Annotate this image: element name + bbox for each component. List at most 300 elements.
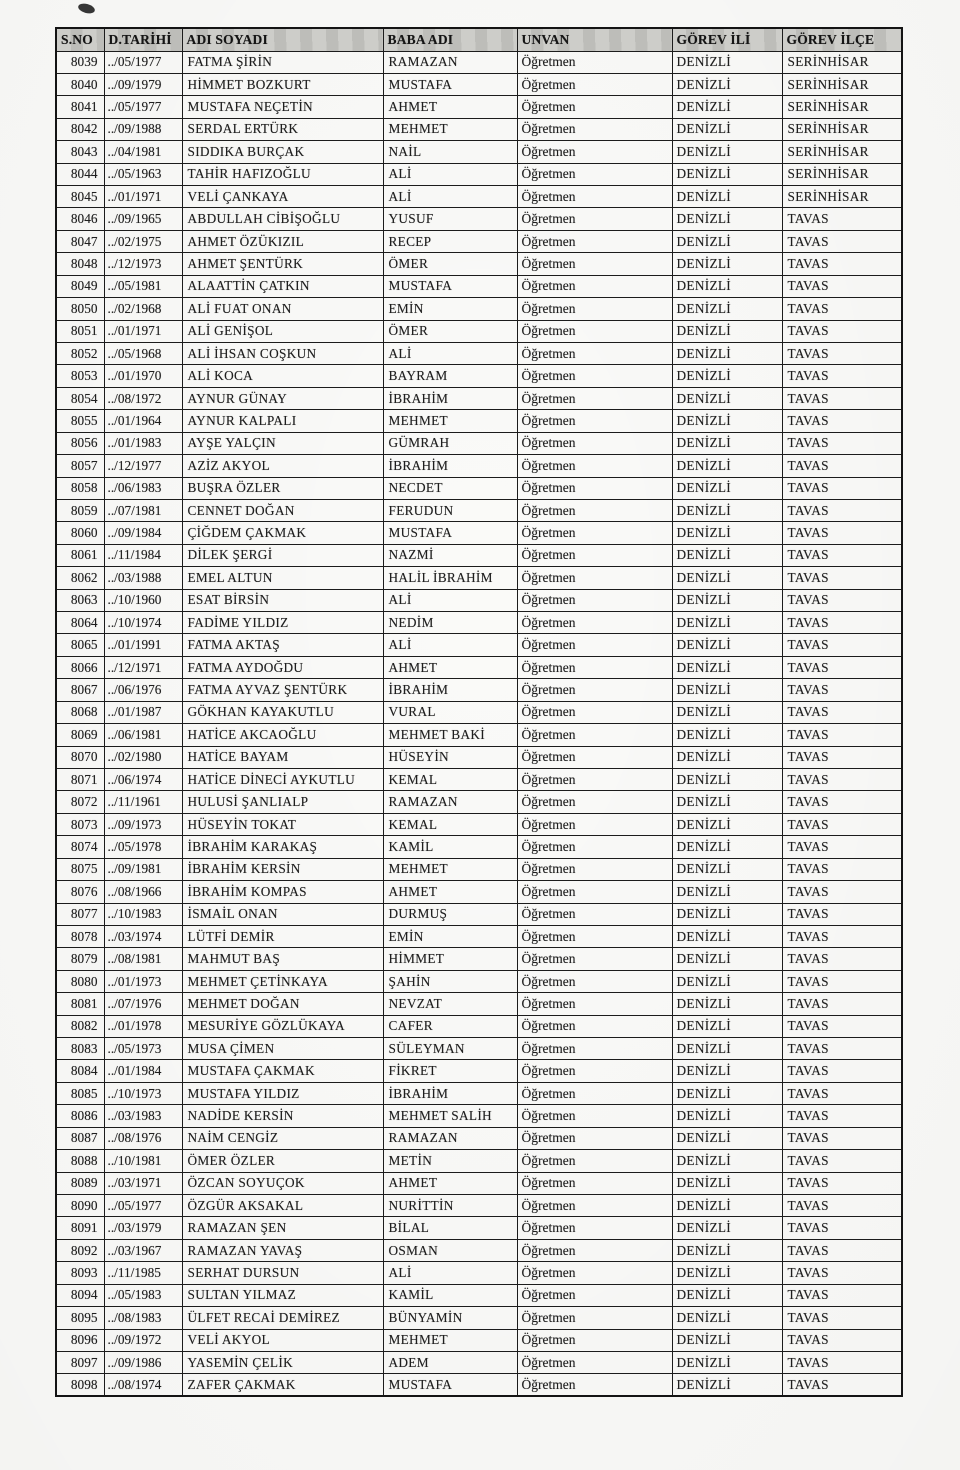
- cell-district: TAVAS: [782, 544, 902, 566]
- cell-name: ALİ KOCA: [182, 365, 383, 387]
- cell-sno: 8040: [56, 73, 104, 95]
- cell-province: DENİZLİ: [672, 1127, 782, 1149]
- cell-name: ALİ İHSAN COŞKUN: [182, 342, 383, 364]
- table-row: [56, 1060, 902, 1082]
- table-row: [56, 1172, 902, 1194]
- cell-birth-date: ../03/1979: [104, 1217, 182, 1239]
- cell-father-name: KAMİL: [383, 1284, 517, 1306]
- cell-birth-date: ../09/1981: [104, 858, 182, 880]
- cell-sno: 8067: [56, 679, 104, 701]
- cell-province: DENİZLİ: [672, 141, 782, 163]
- cell-birth-date: ../06/1974: [104, 769, 182, 791]
- cell-district: TAVAS: [782, 634, 902, 656]
- cell-title: Öğretmen: [517, 1105, 672, 1127]
- cell-sno: 8049: [56, 275, 104, 297]
- cell-birth-date: ../09/1986: [104, 1351, 182, 1373]
- cell-sno: 8080: [56, 970, 104, 992]
- cell-district: TAVAS: [782, 567, 902, 589]
- table-row: [56, 342, 902, 364]
- cell-district: TAVAS: [782, 881, 902, 903]
- cell-district: TAVAS: [782, 993, 902, 1015]
- cell-birth-date: ../01/1978: [104, 1015, 182, 1037]
- cell-name: HULUSİ ŞANLIALP: [182, 791, 383, 813]
- cell-district: SERİNHİSAR: [782, 186, 902, 208]
- cell-father-name: MUSTAFA: [383, 522, 517, 544]
- cell-province: DENİZLİ: [672, 1172, 782, 1194]
- cell-father-name: ALİ: [383, 163, 517, 185]
- cell-name: AHMET ŞENTÜRK: [182, 253, 383, 275]
- cell-sno: 8056: [56, 432, 104, 454]
- cell-sno: 8063: [56, 589, 104, 611]
- cell-title: Öğretmen: [517, 320, 672, 342]
- cell-province: DENİZLİ: [672, 567, 782, 589]
- cell-name: FATMA AKTAŞ: [182, 634, 383, 656]
- cell-father-name: HALİL İBRAHİM: [383, 567, 517, 589]
- cell-sno: 8055: [56, 410, 104, 432]
- cell-province: DENİZLİ: [672, 656, 782, 678]
- cell-birth-date: ../06/1976: [104, 679, 182, 701]
- cell-name: FATMA ŞİRİN: [182, 51, 383, 73]
- table-row: [56, 791, 902, 813]
- cell-father-name: AHMET: [383, 96, 517, 118]
- cell-province: DENİZLİ: [672, 73, 782, 95]
- cell-sno: 8082: [56, 1015, 104, 1037]
- cell-birth-date: ../01/1983: [104, 432, 182, 454]
- cell-birth-date: ../05/1977: [104, 1195, 182, 1217]
- cell-father-name: EMİN: [383, 925, 517, 947]
- cell-district: TAVAS: [782, 948, 902, 970]
- cell-title: Öğretmen: [517, 522, 672, 544]
- cell-father-name: RAMAZAN: [383, 51, 517, 73]
- cell-province: DENİZLİ: [672, 589, 782, 611]
- cell-province: DENİZLİ: [672, 679, 782, 701]
- cell-father-name: AHMET: [383, 1172, 517, 1194]
- cell-name: ÜLFET RECAİ DEMİREZ: [182, 1307, 383, 1329]
- cell-sno: 8052: [56, 342, 104, 364]
- cell-father-name: MEHMET: [383, 858, 517, 880]
- cell-province: DENİZLİ: [672, 1239, 782, 1261]
- column-header-birth-date: D.TARİHİ: [104, 28, 182, 51]
- cell-sno: 8061: [56, 544, 104, 566]
- table-row: [56, 477, 902, 499]
- table-row: [56, 253, 902, 275]
- cell-district: TAVAS: [782, 275, 902, 297]
- table-row: [56, 1262, 902, 1284]
- cell-district: TAVAS: [782, 253, 902, 275]
- cell-father-name: ÖMER: [383, 253, 517, 275]
- cell-father-name: SÜLEYMAN: [383, 1038, 517, 1060]
- cell-father-name: İBRAHİM: [383, 387, 517, 409]
- cell-district: TAVAS: [782, 1150, 902, 1172]
- cell-sno: 8086: [56, 1105, 104, 1127]
- cell-father-name: ALİ: [383, 589, 517, 611]
- cell-father-name: BÜNYAMİN: [383, 1307, 517, 1329]
- cell-name: ZAFER ÇAKMAK: [182, 1374, 383, 1396]
- cell-sno: 8064: [56, 612, 104, 634]
- cell-birth-date: ../01/1984: [104, 1060, 182, 1082]
- cell-province: DENİZLİ: [672, 342, 782, 364]
- cell-district: TAVAS: [782, 1239, 902, 1261]
- cell-father-name: HİMMET: [383, 948, 517, 970]
- cell-father-name: İBRAHİM: [383, 455, 517, 477]
- cell-district: TAVAS: [782, 836, 902, 858]
- cell-district: TAVAS: [782, 858, 902, 880]
- cell-birth-date: ../01/1970: [104, 365, 182, 387]
- cell-province: DENİZLİ: [672, 387, 782, 409]
- cell-title: Öğretmen: [517, 1195, 672, 1217]
- cell-district: TAVAS: [782, 746, 902, 768]
- cell-district: TAVAS: [782, 432, 902, 454]
- cell-birth-date: ../01/1973: [104, 970, 182, 992]
- cell-birth-date: ../10/1974: [104, 612, 182, 634]
- cell-name: HİMMET BOZKURT: [182, 73, 383, 95]
- cell-title: Öğretmen: [517, 970, 672, 992]
- cell-district: SERİNHİSAR: [782, 141, 902, 163]
- cell-father-name: GÜMRAH: [383, 432, 517, 454]
- cell-province: DENİZLİ: [672, 1195, 782, 1217]
- cell-father-name: DURMUŞ: [383, 903, 517, 925]
- cell-father-name: FERUDUN: [383, 499, 517, 521]
- cell-district: TAVAS: [782, 1351, 902, 1373]
- table-row: [56, 499, 902, 521]
- table-row: [56, 275, 902, 297]
- cell-birth-date: ../01/1964: [104, 410, 182, 432]
- cell-title: Öğretmen: [517, 499, 672, 521]
- cell-sno: 8097: [56, 1351, 104, 1373]
- cell-birth-date: ../06/1983: [104, 477, 182, 499]
- table-row: [56, 1329, 902, 1351]
- cell-province: DENİZLİ: [672, 1105, 782, 1127]
- cell-sno: 8070: [56, 746, 104, 768]
- cell-district: TAVAS: [782, 1374, 902, 1396]
- cell-father-name: NAZMİ: [383, 544, 517, 566]
- cell-father-name: MEHMET SALİH: [383, 1105, 517, 1127]
- cell-province: DENİZLİ: [672, 724, 782, 746]
- cell-title: Öğretmen: [517, 455, 672, 477]
- cell-province: DENİZLİ: [672, 1262, 782, 1284]
- cell-title: Öğretmen: [517, 118, 672, 140]
- cell-name: AHMET ÖZÜKIZIL: [182, 230, 383, 252]
- cell-name: RAMAZAN YAVAŞ: [182, 1239, 383, 1261]
- cell-sno: 8087: [56, 1127, 104, 1149]
- cell-district: SERİNHİSAR: [782, 96, 902, 118]
- cell-sno: 8091: [56, 1217, 104, 1239]
- table-row: [56, 186, 902, 208]
- cell-birth-date: ../03/1971: [104, 1172, 182, 1194]
- table-row: [56, 746, 902, 768]
- cell-district: TAVAS: [782, 1015, 902, 1037]
- cell-province: DENİZLİ: [672, 275, 782, 297]
- cell-district: TAVAS: [782, 1082, 902, 1104]
- cell-name: İSMAİL ONAN: [182, 903, 383, 925]
- cell-province: DENİZLİ: [672, 1329, 782, 1351]
- cell-province: DENİZLİ: [672, 1082, 782, 1104]
- cell-name: ALİ FUAT ONAN: [182, 298, 383, 320]
- cell-father-name: ALİ: [383, 342, 517, 364]
- cell-district: TAVAS: [782, 724, 902, 746]
- cell-sno: 8041: [56, 96, 104, 118]
- cell-province: DENİZLİ: [672, 1150, 782, 1172]
- cell-father-name: EMİN: [383, 298, 517, 320]
- cell-father-name: ALİ: [383, 1262, 517, 1284]
- cell-birth-date: ../05/1981: [104, 275, 182, 297]
- cell-district: TAVAS: [782, 791, 902, 813]
- cell-father-name: AHMET: [383, 881, 517, 903]
- table-row: [56, 230, 902, 252]
- cell-province: DENİZLİ: [672, 230, 782, 252]
- cell-district: TAVAS: [782, 589, 902, 611]
- cell-title: Öğretmen: [517, 948, 672, 970]
- cell-district: TAVAS: [782, 1262, 902, 1284]
- cell-sno: 8053: [56, 365, 104, 387]
- cell-name: MESURİYE GÖZLÜKAYA: [182, 1015, 383, 1037]
- cell-father-name: MEHMET: [383, 118, 517, 140]
- cell-title: Öğretmen: [517, 791, 672, 813]
- cell-father-name: MUSTAFA: [383, 1374, 517, 1396]
- cell-sno: 8089: [56, 1172, 104, 1194]
- cell-name: ÖZGÜR AKSAKAL: [182, 1195, 383, 1217]
- cell-district: TAVAS: [782, 499, 902, 521]
- table-row: [56, 1307, 902, 1329]
- cell-title: Öğretmen: [517, 701, 672, 723]
- table-row: [56, 724, 902, 746]
- cell-name: ÖMER ÖZLER: [182, 1150, 383, 1172]
- cell-province: DENİZLİ: [672, 186, 782, 208]
- column-header-title: UNVAN: [517, 28, 672, 51]
- cell-father-name: ŞAHİN: [383, 970, 517, 992]
- cell-title: Öğretmen: [517, 73, 672, 95]
- cell-birth-date: ../07/1981: [104, 499, 182, 521]
- cell-name: HATİCE BAYAM: [182, 746, 383, 768]
- table-row: [56, 320, 902, 342]
- cell-title: Öğretmen: [517, 1374, 672, 1396]
- column-header-name: ADI SOYADI: [182, 28, 383, 51]
- cell-province: DENİZLİ: [672, 1284, 782, 1306]
- cell-name: AYŞE YALÇIN: [182, 432, 383, 454]
- cell-title: Öğretmen: [517, 387, 672, 409]
- cell-title: Öğretmen: [517, 208, 672, 230]
- cell-father-name: ALİ: [383, 186, 517, 208]
- cell-district: TAVAS: [782, 1329, 902, 1351]
- cell-name: HÜSEYİN TOKAT: [182, 813, 383, 835]
- cell-province: DENİZLİ: [672, 410, 782, 432]
- cell-birth-date: ../10/1960: [104, 589, 182, 611]
- cell-sno: 8092: [56, 1239, 104, 1261]
- cell-birth-date: ../02/1968: [104, 298, 182, 320]
- cell-father-name: KEMAL: [383, 769, 517, 791]
- table-row: [56, 455, 902, 477]
- cell-province: DENİZLİ: [672, 544, 782, 566]
- table-row: [56, 1105, 902, 1127]
- cell-father-name: CAFER: [383, 1015, 517, 1037]
- cell-district: TAVAS: [782, 387, 902, 409]
- table-header-row: [56, 28, 902, 51]
- table-row: [56, 1195, 902, 1217]
- cell-district: TAVAS: [782, 455, 902, 477]
- cell-birth-date: ../08/1972: [104, 387, 182, 409]
- cell-title: Öğretmen: [517, 634, 672, 656]
- table-row: [56, 298, 902, 320]
- cell-title: Öğretmen: [517, 1262, 672, 1284]
- cell-sno: 8044: [56, 163, 104, 185]
- table-body: [56, 51, 902, 1396]
- cell-sno: 8085: [56, 1082, 104, 1104]
- cell-province: DENİZLİ: [672, 1038, 782, 1060]
- table-row: [56, 813, 902, 835]
- cell-province: DENİZLİ: [672, 701, 782, 723]
- table-row: [56, 1150, 902, 1172]
- cell-name: FADİME YILDIZ: [182, 612, 383, 634]
- cell-birth-date: ../08/1976: [104, 1127, 182, 1149]
- cell-birth-date: ../09/1979: [104, 73, 182, 95]
- cell-title: Öğretmen: [517, 51, 672, 73]
- table-row: [56, 163, 902, 185]
- cell-father-name: KAMİL: [383, 836, 517, 858]
- cell-name: ALİ GENİŞOL: [182, 320, 383, 342]
- cell-name: ABDULLAH CİBİŞOĞLU: [182, 208, 383, 230]
- cell-birth-date: ../02/1975: [104, 230, 182, 252]
- table-row: [56, 96, 902, 118]
- cell-title: Öğretmen: [517, 253, 672, 275]
- cell-title: Öğretmen: [517, 1172, 672, 1194]
- cell-district: TAVAS: [782, 1217, 902, 1239]
- cell-sno: 8093: [56, 1262, 104, 1284]
- table-row: [56, 679, 902, 701]
- table-row: [56, 522, 902, 544]
- cell-father-name: MEHMET BAKİ: [383, 724, 517, 746]
- cell-name: MUSTAFA ÇAKMAK: [182, 1060, 383, 1082]
- cell-province: DENİZLİ: [672, 925, 782, 947]
- cell-province: DENİZLİ: [672, 634, 782, 656]
- cell-district: TAVAS: [782, 1038, 902, 1060]
- cell-province: DENİZLİ: [672, 970, 782, 992]
- cell-title: Öğretmen: [517, 1329, 672, 1351]
- cell-sno: 8072: [56, 791, 104, 813]
- cell-birth-date: ../09/1972: [104, 1329, 182, 1351]
- cell-title: Öğretmen: [517, 679, 672, 701]
- cell-birth-date: ../01/1991: [104, 634, 182, 656]
- cell-district: SERİNHİSAR: [782, 118, 902, 140]
- cell-title: Öğretmen: [517, 342, 672, 364]
- cell-name: AYNUR GÜNAY: [182, 387, 383, 409]
- cell-sno: 8090: [56, 1195, 104, 1217]
- cell-district: SERİNHİSAR: [782, 51, 902, 73]
- cell-province: DENİZLİ: [672, 499, 782, 521]
- cell-sno: 8098: [56, 1374, 104, 1396]
- cell-title: Öğretmen: [517, 567, 672, 589]
- cell-father-name: ÖMER: [383, 320, 517, 342]
- cell-birth-date: ../11/1961: [104, 791, 182, 813]
- cell-title: Öğretmen: [517, 1127, 672, 1149]
- cell-sno: 8081: [56, 993, 104, 1015]
- table-row: [56, 948, 902, 970]
- cell-sno: 8096: [56, 1329, 104, 1351]
- table-row: [56, 589, 902, 611]
- cell-birth-date: ../08/1966: [104, 881, 182, 903]
- cell-title: Öğretmen: [517, 1284, 672, 1306]
- cell-birth-date: ../05/1977: [104, 96, 182, 118]
- cell-sno: 8065: [56, 634, 104, 656]
- personnel-table: [55, 27, 903, 1397]
- table-row: [56, 1015, 902, 1037]
- cell-sno: 8042: [56, 118, 104, 140]
- cell-title: Öğretmen: [517, 1239, 672, 1261]
- cell-father-name: NEDİM: [383, 612, 517, 634]
- cell-father-name: ALİ: [383, 634, 517, 656]
- cell-sno: 8095: [56, 1307, 104, 1329]
- cell-district: TAVAS: [782, 769, 902, 791]
- cell-district: TAVAS: [782, 1307, 902, 1329]
- cell-sno: 8048: [56, 253, 104, 275]
- cell-title: Öğretmen: [517, 656, 672, 678]
- cell-province: DENİZLİ: [672, 612, 782, 634]
- cell-district: TAVAS: [782, 679, 902, 701]
- cell-name: MUSA ÇİMEN: [182, 1038, 383, 1060]
- cell-name: LÜTFİ DEMİR: [182, 925, 383, 947]
- cell-birth-date: ../10/1981: [104, 1150, 182, 1172]
- cell-province: DENİZLİ: [672, 1015, 782, 1037]
- cell-province: DENİZLİ: [672, 813, 782, 835]
- cell-sno: 8079: [56, 948, 104, 970]
- table-row: [56, 51, 902, 73]
- cell-father-name: NECDET: [383, 477, 517, 499]
- cell-name: NADİDE KERSİN: [182, 1105, 383, 1127]
- cell-birth-date: ../03/1988: [104, 567, 182, 589]
- cell-title: Öğretmen: [517, 141, 672, 163]
- cell-birth-date: ../01/1971: [104, 186, 182, 208]
- cell-birth-date: ../09/1973: [104, 813, 182, 835]
- cell-name: SIDDIKA BURÇAK: [182, 141, 383, 163]
- cell-district: TAVAS: [782, 1127, 902, 1149]
- cell-district: TAVAS: [782, 230, 902, 252]
- table-row: [56, 208, 902, 230]
- cell-title: Öğretmen: [517, 925, 672, 947]
- cell-district: TAVAS: [782, 522, 902, 544]
- cell-sno: 8051: [56, 320, 104, 342]
- cell-province: DENİZLİ: [672, 365, 782, 387]
- cell-birth-date: ../07/1976: [104, 993, 182, 1015]
- cell-birth-date: ../06/1981: [104, 724, 182, 746]
- column-header-father: BABA ADI: [383, 28, 517, 51]
- cell-father-name: VURAL: [383, 701, 517, 723]
- cell-father-name: MEHMET: [383, 410, 517, 432]
- cell-sno: 8083: [56, 1038, 104, 1060]
- cell-district: SERİNHİSAR: [782, 163, 902, 185]
- cell-birth-date: ../12/1973: [104, 253, 182, 275]
- cell-sno: 8060: [56, 522, 104, 544]
- cell-province: DENİZLİ: [672, 903, 782, 925]
- cell-father-name: NURİTTİN: [383, 1195, 517, 1217]
- cell-name: ALAATTİN ÇATKIN: [182, 275, 383, 297]
- table-row: [56, 1038, 902, 1060]
- cell-birth-date: ../01/1987: [104, 701, 182, 723]
- cell-province: DENİZLİ: [672, 1217, 782, 1239]
- cell-district: TAVAS: [782, 342, 902, 364]
- cell-district: TAVAS: [782, 1060, 902, 1082]
- cell-sno: 8059: [56, 499, 104, 521]
- cell-sno: 8074: [56, 836, 104, 858]
- cell-birth-date: ../03/1983: [104, 1105, 182, 1127]
- cell-sno: 8069: [56, 724, 104, 746]
- cell-father-name: HÜSEYİN: [383, 746, 517, 768]
- cell-district: TAVAS: [782, 298, 902, 320]
- cell-sno: 8068: [56, 701, 104, 723]
- cell-sno: 8062: [56, 567, 104, 589]
- cell-province: DENİZLİ: [672, 51, 782, 73]
- table-row: [56, 858, 902, 880]
- column-header-sno: S.NO: [56, 28, 104, 51]
- cell-district: SERİNHİSAR: [782, 73, 902, 95]
